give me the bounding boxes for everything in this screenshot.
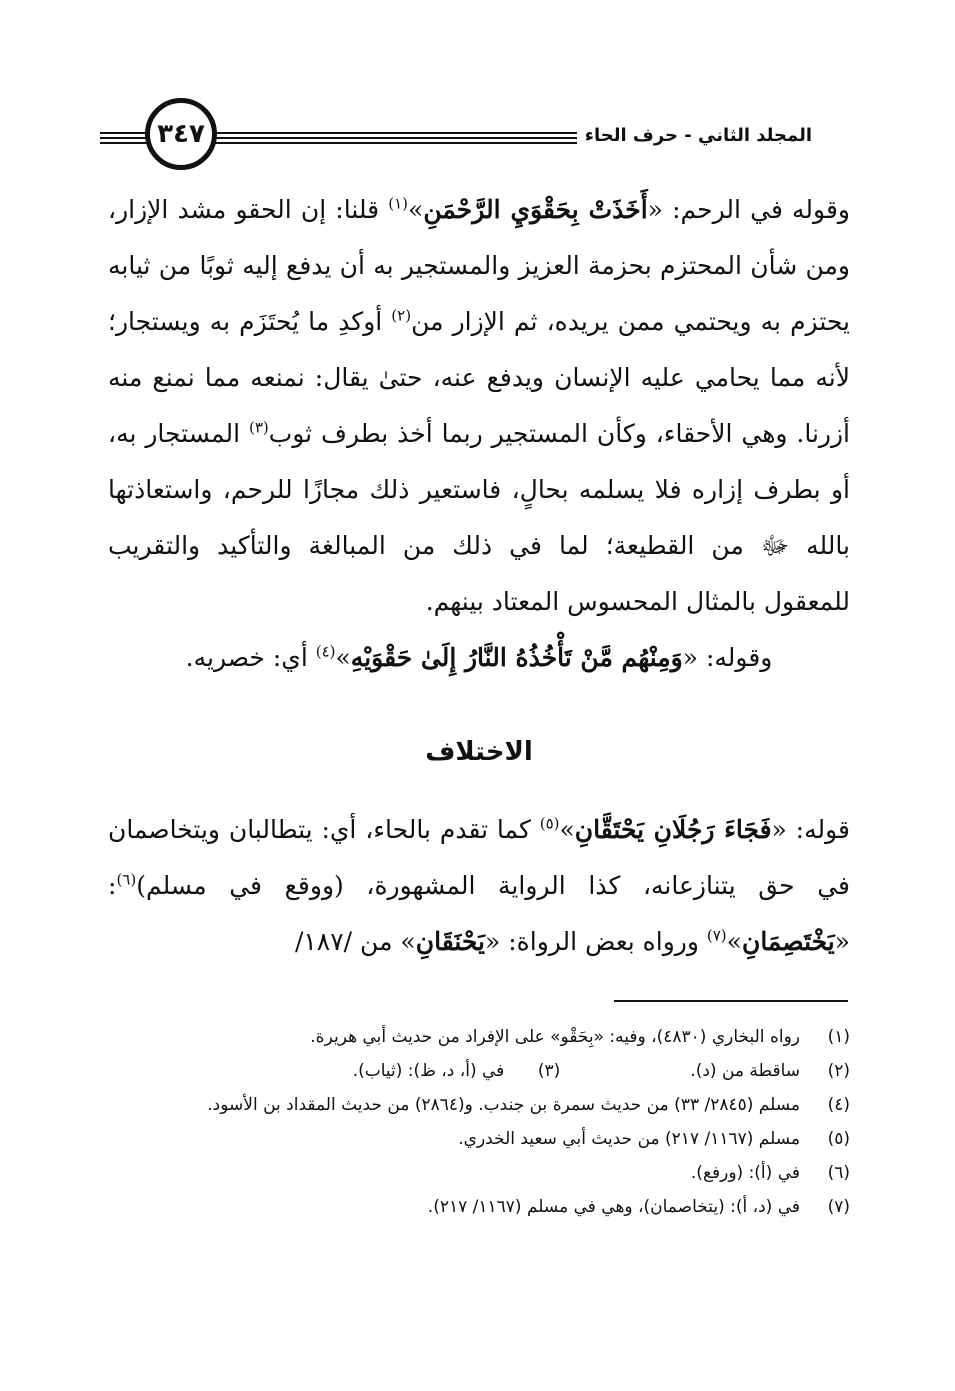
footnote-ref[interactable]: (٤) — [315, 642, 336, 661]
footnote-ref[interactable]: (٦) — [116, 870, 137, 889]
text: » — [335, 643, 351, 672]
page-number: ٣٤٧ — [145, 98, 217, 170]
text: : « — [108, 871, 850, 956]
text: أي: خصريه. — [185, 643, 316, 672]
text: » — [726, 927, 742, 956]
footnote-ref[interactable]: (٧) — [706, 926, 727, 945]
footnote-number: (٣) — [537, 1061, 561, 1081]
footnote-ref[interactable]: (٥) — [539, 814, 560, 833]
text: ورواه بعض الرواة: « — [484, 927, 707, 956]
footnote-text: في (أ): (ورفع). — [690, 1163, 800, 1183]
text: وقوله: « — [682, 643, 773, 672]
text: » — [408, 195, 424, 224]
footnote-number: (٥) — [827, 1129, 850, 1149]
text: كما تقدم بالحاء، أي: يتطالبان ويتخاصمان في حق يتنازعانه، كذا الرواية المشهورة، (ووقع في مسلم) — [108, 815, 850, 900]
hadith-quote: فَجَاءَ رَجُلَانِ يَحْتَقَّانِ — [574, 815, 772, 844]
footnote-text: مسلم (١١٦٧/ ٢١٧) من حديث أبي سعيد الخدري. — [458, 1129, 800, 1149]
main-text — [108, 182, 850, 970]
text: قلنا: إن الحقو مشد الإزار، ومن شأن المحتزم بحزمة العزيز والمستجير به أن يدفع إليه ثوبًا من ثيابه يحتزم به ويحتمي ممن يريده، ثم الإزار من — [108, 195, 850, 336]
text: المستجار به، أو بطرف إزاره فلا يسلمه بحالٍ، فاستعير ذلك مجازًا للرحم، واستعاذتها بالله ﷻ من القطيعة؛ لما في ذلك من المبالغة والتأكيد والتقريب للمعقول بالمثال المحسوس المعتاد بينهم. — [108, 419, 850, 616]
text: وقوله في الرحم: « — [647, 195, 850, 224]
footnote-text: في (أ، د، ظ): (ثياب). — [352, 1061, 505, 1081]
quran-quote: وَمِنْهُم مَّنْ تَأْخُذُهُ النَّارُ إِلَىٰ حَقْوَيْهِ — [350, 643, 683, 672]
footnote-number: (٧) — [827, 1197, 850, 1217]
paragraph — [108, 630, 850, 686]
running-title: المجلد الثاني - حرف الحاء — [577, 118, 860, 154]
footnote-number: (٢) — [827, 1061, 850, 1081]
footnote-ref[interactable]: (٢) — [391, 306, 412, 325]
footnote-text: ساقطة من (د). — [690, 1061, 800, 1081]
footnote-ref[interactable]: (٣) — [248, 418, 269, 437]
text: قوله: « — [771, 815, 850, 844]
footnote — [108, 1054, 850, 1088]
footnote-text: مسلم (٢٨٤٥/ ٣٣) من حديث سمرة بن جندب. و(٢٨٦٤) من حديث المقداد بن الأسود. — [207, 1095, 800, 1115]
footnote-number: (٦) — [827, 1163, 850, 1183]
paragraph — [108, 182, 850, 630]
variant-word: يَخْتَصِمَانِ — [741, 927, 835, 956]
page-header — [100, 92, 860, 178]
section-heading: الاختلاف — [425, 737, 533, 767]
footnote — [108, 1020, 850, 1054]
footnote — [108, 1156, 850, 1190]
footnote — [108, 1088, 850, 1122]
footnote-text: في (د، أ): (يتخاصمان)، وهي في مسلم (١١٦٧/ ٢١٧). — [427, 1197, 800, 1217]
footnote-ref[interactable]: (١) — [388, 194, 409, 213]
footnote — [108, 1122, 850, 1156]
text: » من /١٨٧/ — [294, 927, 416, 956]
text: » — [559, 815, 575, 844]
footnote-number: (٤) — [827, 1095, 850, 1115]
hadith-quote: أَخَذَتْ بِحَقْوَيِ الرَّحْمَنِ — [423, 195, 648, 224]
variant-word: يَحْنَقَانِ — [415, 927, 485, 956]
paragraph — [108, 802, 850, 970]
footnote-number: (١) — [827, 1027, 850, 1047]
footnote-text: رواه البخاري (٤٨٣٠)، وفيه: «بِحَقْو» على الإفراد من حديث أبي هريرة. — [310, 1027, 800, 1047]
footnote — [108, 1190, 850, 1224]
footnotes — [108, 1020, 850, 1224]
text: أوكدِ ما يُحتَزَم به ويستجار؛ لأنه مما يحامي عليه الإنسان ويدفع عنه، حتىٰ يقال: نمنعه مما نمنع منه أزرنا. وهي الأحقاء، وكأن المستجير ربما أخذ بطرف ثوب — [108, 307, 850, 448]
footnote-separator — [614, 1000, 848, 1002]
